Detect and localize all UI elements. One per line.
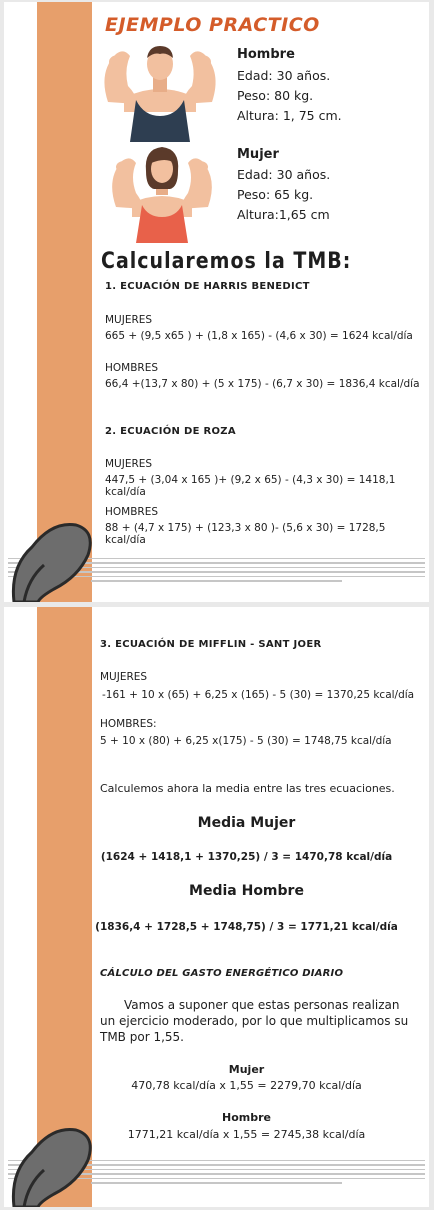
man-muscle-icon — [94, 42, 226, 142]
media-woman-title: Media Mujer — [197, 815, 296, 831]
section-1-men-formula: 66,4 +(13,7 x 80) + (5 x 175) - (6,7 x 30) = 1836,4 kcal/día — [105, 378, 420, 390]
woman-label: Mujer — [237, 147, 279, 162]
result-man-value: 1771,21 kcal/día x 1,55 = 2745,38 kcal/día — [127, 1128, 366, 1141]
section-2-men-formula: 88 + (4,7 x 175) + (123,3 x 80 )- (5,6 x 30) = 1728,5 kcal/día — [105, 522, 386, 546]
section-3-title: 3. ECUACIÓN DE MIFFLIN - SANT JOER — [100, 639, 322, 650]
section-2-women-formula: 447,5 + (3,04 x 165 )+ (9,2 x 65) - (4,3 x 30) = 1418,1 kcal/día — [105, 474, 396, 498]
woman-weight: Peso: 65 kg. — [237, 187, 314, 202]
intro-text: Calculemos ahora la media entre las tres ecuaciones. — [100, 782, 395, 795]
man-label: Hombre — [237, 47, 295, 62]
man-age: Edad: 30 años. — [237, 68, 331, 83]
woman-details — [237, 165, 330, 225]
man-details — [237, 66, 342, 126]
tmb-heading: Calcularemos la TMB: — [101, 248, 352, 274]
gasto-paragraph: Vamos a suponer que estas personas realizan un ejercicio moderado, por lo que multiplicamos su TMB por 1,55. — [100, 998, 409, 1044]
section-3-women-label: MUJERES — [100, 671, 148, 683]
media-woman-value: (1624 + 1418,1 + 1370,25) / 3 = 1470,78 kcal/día — [100, 851, 393, 863]
section-1-women-label: MUJERES — [105, 314, 153, 326]
document-page-2 — [4, 607, 429, 1207]
media-man-value: (1836,4 + 1728,5 + 1748,75) / 3 = 1771,21 kcal/día — [95, 921, 398, 933]
result-woman-title: Mujer — [228, 1063, 265, 1076]
section-2-men-label: HOMBRES — [105, 506, 159, 518]
section-3-men-formula: 5 + 10 x (80) + 6,25 x(175) - 5 (30) = 1748,75 kcal/día — [100, 735, 392, 747]
page-title: EJEMPLO PRACTICO — [105, 14, 320, 36]
media-man-title: Media Hombre — [189, 883, 304, 899]
section-1-women-formula: 665 + (9,5 x65 ) + (1,8 x 165) - (4,6 x 30) = 1624 kcal/día — [105, 330, 413, 342]
section-1-men-label: HOMBRES — [105, 362, 159, 374]
decorative-blob-icon — [4, 1112, 104, 1207]
result-woman-value: 470,78 kcal/día x 1,55 = 2279,70 kcal/día — [131, 1079, 362, 1092]
section-2-women-label: MUJERES — [105, 458, 153, 470]
document-page-1 — [4, 2, 429, 602]
woman-muscle-icon — [104, 145, 220, 243]
section-3-men-label: HOMBRES: — [100, 718, 157, 730]
decorative-blob-icon — [4, 507, 104, 602]
man-weight: Peso: 80 kg. — [237, 88, 314, 103]
section-1-title: 1. ECUACIÓN DE HARRIS BENEDICT — [105, 281, 310, 292]
man-height: Altura: 1, 75 cm. — [237, 108, 342, 123]
section-3-women-formula: -161 + 10 x (65) + 6,25 x (165) - 5 (30) = 1370,25 kcal/día — [102, 689, 415, 701]
gasto-title: CÁLCULO DEL GASTO ENERGÉTICO DIARIO — [100, 968, 344, 979]
section-2-title: 2. ECUACIÓN DE ROZA — [105, 426, 236, 437]
woman-height: Altura:1,65 cm — [237, 207, 330, 222]
woman-age: Edad: 30 años. — [237, 167, 331, 182]
result-man-title: Hombre — [222, 1111, 271, 1124]
